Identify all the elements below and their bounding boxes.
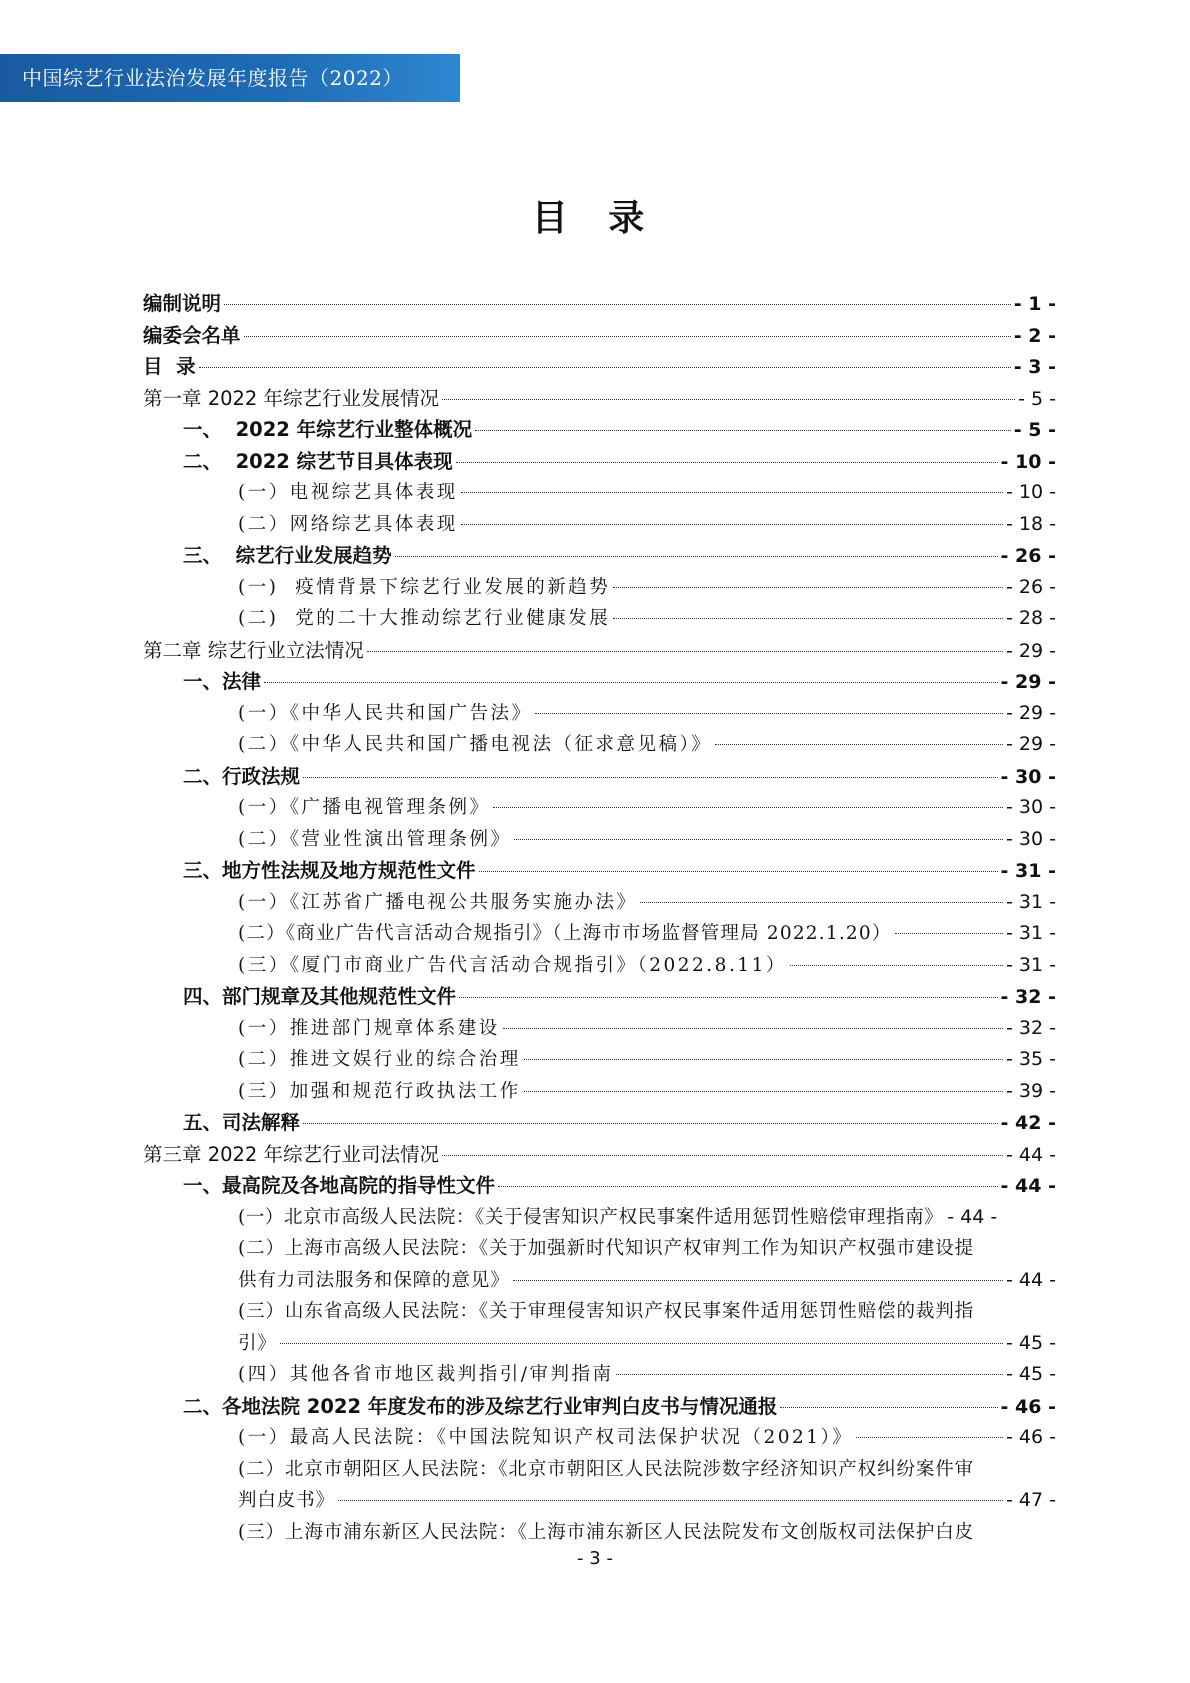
toc-entry-label: (一）《中华人民共和国广告法》 bbox=[238, 702, 533, 724]
toc-entry-page: - 29 - bbox=[1006, 701, 1056, 724]
toc-entry-page: - 46 - bbox=[1000, 1395, 1056, 1418]
dot-leader bbox=[513, 1280, 1003, 1281]
dot-leader bbox=[524, 1091, 1003, 1092]
toc-entry-label: (二）《商业广告代言活动合规指引》（上海市市场监督管理局 2022.1.20） bbox=[238, 923, 892, 944]
toc-entry-page: - 31 - bbox=[1000, 860, 1056, 882]
dot-leader bbox=[456, 462, 998, 463]
toc-entry-label: 二、各地法院 2022 年度发布的涉及综艺行业审判白皮书与情况通报 bbox=[183, 1394, 778, 1418]
dot-leader bbox=[613, 618, 1003, 619]
toc-entry-page: - 26 - bbox=[1006, 575, 1056, 598]
toc-entry-page: - 10 - bbox=[1006, 481, 1056, 503]
toc-entry-label: 编委会名单 bbox=[143, 323, 241, 347]
dot-leader bbox=[790, 965, 1003, 966]
toc-entry-label-line1: (三）山东省高级人民法院：《关于审理侵害知识产权民事案件适用惩罚性赔偿的裁判指 bbox=[238, 1301, 975, 1322]
toc-entry-label: 二、 2022 综艺节目具体表现 bbox=[183, 449, 453, 473]
toc-entry-page: - 32 - bbox=[1006, 1016, 1056, 1039]
toc-entry-page: - 18 - bbox=[1006, 512, 1056, 535]
toc-entry-label: 三、地方性法规及地方规范性文件 bbox=[183, 859, 476, 882]
toc-entry-page: - 31 - bbox=[1006, 890, 1056, 913]
toc-entry-label: (一）推进部门规章体系建设 bbox=[238, 1017, 500, 1039]
toc-subsection[interactable] bbox=[143, 572, 1056, 604]
toc-section[interactable] bbox=[143, 1391, 1056, 1423]
toc-entry-page: - 31 - bbox=[1006, 953, 1056, 976]
toc-entry-page: - 35 - bbox=[1006, 1048, 1056, 1070]
toc-entry-label: (二）推进文娱行业的综合治理 bbox=[238, 1049, 521, 1070]
dot-leader bbox=[303, 1123, 998, 1124]
toc-entry-page: - 5 - bbox=[1018, 387, 1056, 410]
toc-entry-page: - 47 - bbox=[1006, 1489, 1056, 1511]
toc-entry-page: - 30 - bbox=[1000, 765, 1056, 788]
toc-entry-label: (三）加强和规范行政执法工作 bbox=[238, 1080, 521, 1102]
toc-entry-label: 三、 综艺行业发展趋势 bbox=[183, 544, 392, 567]
toc-entry-page: - 45 - bbox=[1006, 1363, 1056, 1385]
toc-entry-page: - 30 - bbox=[1006, 827, 1056, 850]
toc-entry-label: 第二章 综艺行业立法情况 bbox=[143, 638, 364, 662]
toc-entry-page: - 29 - bbox=[1006, 733, 1056, 755]
dot-leader bbox=[616, 1374, 1003, 1375]
toc-entry-line2 bbox=[238, 1265, 1056, 1297]
toc-entry-page: - 42 - bbox=[1000, 1112, 1056, 1134]
dot-leader bbox=[479, 871, 998, 872]
toc-entry-page: - 44 - bbox=[1006, 1268, 1056, 1291]
toc-entry-label: 一、法律 bbox=[183, 670, 262, 693]
dot-leader bbox=[280, 1343, 1003, 1344]
dot-leader bbox=[895, 933, 1003, 934]
dot-leader bbox=[498, 1186, 998, 1187]
toc-entry-label-line2: 供有力司法服务和保障的意见》 bbox=[238, 1269, 510, 1291]
toc-entry-page: - 1 - bbox=[1013, 293, 1056, 315]
toc-subsection[interactable] bbox=[143, 1233, 1056, 1296]
toc-entry-label: (二）网络综艺具体表现 bbox=[238, 513, 458, 535]
toc-entry-label: (一) 疫情背景下综艺行业发展的新趋势 bbox=[238, 576, 611, 598]
toc-entry-line2 bbox=[238, 1328, 1056, 1360]
toc-entry-label: (一）《江苏省广播电视公共服务实施办法》 bbox=[238, 891, 638, 913]
dot-leader bbox=[856, 1437, 1003, 1438]
toc-entry-page: - 3 - bbox=[1013, 356, 1056, 378]
toc-subsection[interactable] bbox=[143, 1422, 1056, 1454]
toc-subsection[interactable] bbox=[143, 729, 1056, 761]
dot-leader bbox=[442, 399, 1015, 400]
table-of-contents bbox=[143, 288, 1056, 1548]
toc-entry-page: - 30 - bbox=[1006, 796, 1056, 818]
toc-subsection[interactable] bbox=[143, 1454, 1056, 1517]
toc-subsection[interactable] bbox=[143, 1076, 1056, 1108]
toc-entry-page: - 45 - bbox=[1006, 1331, 1056, 1354]
toc-section[interactable] bbox=[143, 1107, 1056, 1139]
dot-leader bbox=[303, 777, 998, 778]
report-header-banner: 中国综艺行业法治发展年度报告（2022） bbox=[0, 54, 460, 102]
toc-entry-label: 五、司法解释 bbox=[183, 1111, 301, 1134]
dot-leader bbox=[461, 524, 1003, 525]
toc-entry-line2 bbox=[238, 1485, 1056, 1517]
dot-leader bbox=[442, 1155, 1003, 1156]
dot-leader bbox=[493, 807, 1003, 808]
toc-entry-label-line1: (二）上海市高级人民法院：《关于加强新时代知识产权审判工作为知识产权强市建设提 bbox=[238, 1238, 975, 1259]
toc-entry-label: 四、部门规章及其他规范性文件 bbox=[183, 985, 457, 1008]
toc-section[interactable] bbox=[143, 540, 1056, 572]
toc-entry-page: - 32 - bbox=[1000, 986, 1056, 1008]
toc-subsection[interactable] bbox=[143, 477, 1056, 509]
toc-entry-page: - 28 - bbox=[1006, 607, 1056, 629]
toc-entry-label: 二、行政法规 bbox=[183, 764, 301, 788]
toc-chapter[interactable] bbox=[143, 1139, 1056, 1171]
toc-entry-label: (三）《厦门市商业广告代言活动合规指引》（2022.8.11） bbox=[238, 954, 787, 976]
toc-subsection[interactable] bbox=[143, 824, 1056, 856]
toc-entry-label: (二）《营业性演出管理条例》 bbox=[238, 828, 512, 850]
dot-leader bbox=[395, 556, 998, 557]
toc-chapter[interactable] bbox=[143, 635, 1056, 667]
toc-entry[interactable] bbox=[143, 288, 1056, 320]
dot-leader bbox=[715, 744, 1003, 745]
toc-entry-label: 第三章 2022 年综艺行业司法情况 bbox=[143, 1142, 440, 1166]
toc-section[interactable] bbox=[143, 981, 1056, 1013]
dot-leader bbox=[264, 682, 998, 683]
toc-entry-page: - 44 - bbox=[1000, 1175, 1056, 1197]
toc-subsection[interactable] bbox=[143, 1296, 1056, 1359]
dot-leader bbox=[461, 492, 1003, 493]
toc-entry-label: (一）最高人民法院：《中国法院知识产权司法保护状况（2021）》 bbox=[238, 1427, 854, 1448]
dot-leader bbox=[475, 430, 1011, 431]
toc-entry-page: - 31 - bbox=[1006, 922, 1056, 944]
dot-leader bbox=[640, 902, 1003, 903]
toc-chapter[interactable] bbox=[143, 383, 1056, 415]
toc-section[interactable] bbox=[143, 761, 1056, 793]
toc-entry-page: - 46 - bbox=[1006, 1426, 1056, 1448]
dot-leader bbox=[244, 336, 1011, 337]
toc-subsection[interactable] bbox=[143, 698, 1056, 730]
toc-entry-label-line2: 引》 bbox=[238, 1332, 277, 1354]
toc-entry-page: - 39 - bbox=[1006, 1079, 1056, 1102]
toc-entry-page: - 5 - bbox=[1013, 419, 1056, 441]
toc-entry-label: (二) 党的二十大推动综艺行业健康发展 bbox=[238, 608, 611, 629]
dot-leader bbox=[224, 304, 1011, 305]
toc-entry-label: (一）《广播电视管理条例》 bbox=[238, 797, 491, 818]
toc-subsection[interactable] bbox=[143, 1013, 1056, 1045]
toc-entry-label: 一、 2022 年综艺行业整体概况 bbox=[183, 418, 473, 441]
toc-subsection[interactable] bbox=[143, 1202, 1056, 1234]
toc-subsection[interactable] bbox=[143, 1517, 1056, 1549]
toc-entry[interactable] bbox=[143, 320, 1056, 352]
toc-entry-page: - 2 - bbox=[1013, 324, 1056, 347]
toc-subsection[interactable] bbox=[143, 509, 1056, 541]
toc-entry-label-line1: (二）北京市朝阳区人民法院：《北京市朝阳区人民法院涉数字经济知识产权纠纷案件审 bbox=[238, 1458, 975, 1480]
toc-section[interactable] bbox=[143, 1170, 1056, 1202]
toc-section[interactable] bbox=[143, 414, 1056, 446]
toc-subsection[interactable] bbox=[143, 918, 1056, 950]
page-title: 目 录 bbox=[531, 198, 659, 239]
toc-entry-label: 目 录 bbox=[143, 355, 196, 378]
dot-leader bbox=[199, 367, 1011, 368]
toc-subsection[interactable] bbox=[143, 950, 1056, 982]
toc-section[interactable] bbox=[143, 446, 1056, 478]
toc-subsection[interactable] bbox=[143, 1359, 1056, 1391]
dot-leader bbox=[503, 1028, 1003, 1029]
toc-entry-page: - 26 - bbox=[1000, 545, 1056, 567]
toc-entry-page: - 10 - bbox=[1000, 450, 1056, 473]
toc-entry-label: (二）《中华人民共和国广播电视法（征求意见稿）》 bbox=[238, 734, 713, 755]
toc-entry-page: - 29 - bbox=[1006, 639, 1056, 662]
toc-entry-label: (一）北京市高级人民法院：《关于侵害知识产权民事案件适用惩罚性赔偿审理指南》 bbox=[238, 1206, 944, 1228]
toc-subsection[interactable] bbox=[143, 887, 1056, 919]
toc-section[interactable] bbox=[143, 855, 1056, 887]
toc-entry-label: 一、最高院及各地高院的指导性文件 bbox=[183, 1174, 496, 1197]
dot-leader bbox=[524, 1059, 1003, 1060]
dot-leader bbox=[514, 839, 1003, 840]
toc-entry-label: (一）电视综艺具体表现 bbox=[238, 482, 458, 503]
toc-entry-page: - 29 - bbox=[1000, 671, 1056, 693]
toc-entry-page: - 44 - bbox=[1006, 1143, 1056, 1166]
toc-entry-label: 第一章 2022 年综艺行业发展情况 bbox=[143, 386, 440, 410]
toc-entry-label: (四）其他各省市地区裁判指引/审判指南 bbox=[238, 1364, 614, 1385]
dot-leader bbox=[367, 651, 1003, 652]
toc-entry-label: 编制说明 bbox=[143, 292, 222, 315]
toc-entry-page: - 44 - bbox=[947, 1205, 998, 1228]
toc-subsection[interactable] bbox=[143, 603, 1056, 635]
dot-leader bbox=[459, 997, 998, 998]
toc-subsection[interactable] bbox=[143, 1044, 1056, 1076]
toc-section[interactable] bbox=[143, 666, 1056, 698]
toc-entry-label-line2: 判白皮书》 bbox=[238, 1490, 336, 1511]
toc-entry[interactable] bbox=[143, 351, 1056, 383]
dot-leader bbox=[535, 713, 1003, 714]
dot-leader bbox=[780, 1407, 997, 1408]
dot-leader bbox=[338, 1500, 1003, 1501]
toc-subsection[interactable] bbox=[143, 792, 1056, 824]
toc-entry-label: (三）上海市浦东新区人民法院：《上海市浦东新区人民法院发布文创版权司法保护白皮 bbox=[238, 1521, 975, 1543]
page-number: - 3 - bbox=[577, 1548, 613, 1569]
dot-leader bbox=[613, 587, 1003, 588]
